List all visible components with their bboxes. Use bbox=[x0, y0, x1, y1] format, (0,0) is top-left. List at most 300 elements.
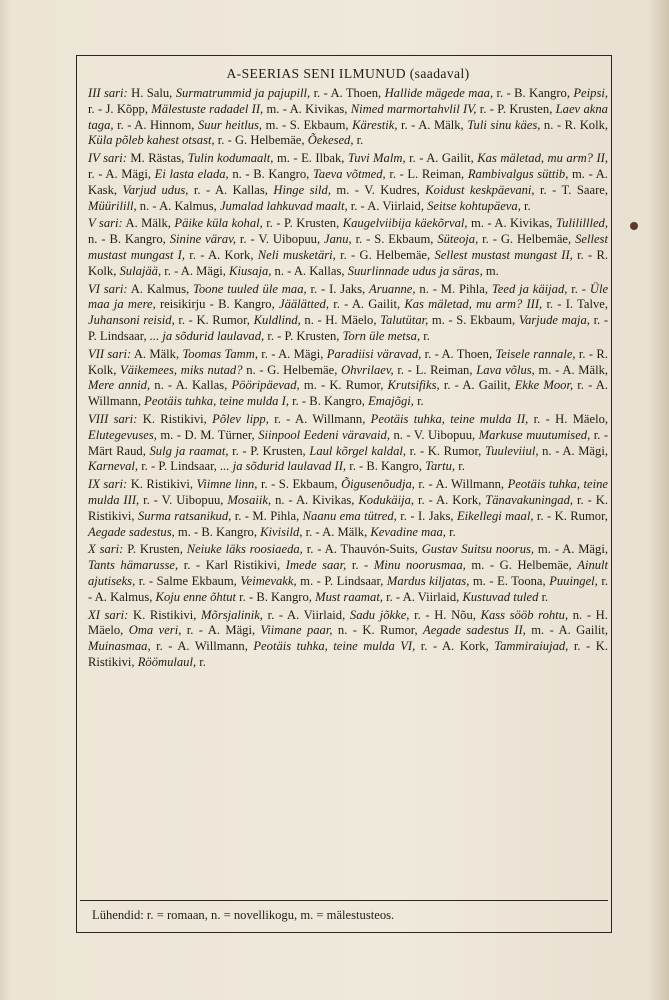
entry-type: r. - bbox=[349, 459, 364, 474]
abbreviations-legend: Lühendid: r. = romaan, n. = novellikogu, m. = mälestusteos. bbox=[92, 908, 395, 922]
entry-author: V. Uibopuu, bbox=[413, 427, 476, 442]
entry-type: r. - bbox=[424, 346, 439, 361]
entry-title: Väikemees, miks nutad? bbox=[120, 362, 243, 377]
entry-title: Minu noorusmaa, bbox=[373, 558, 466, 573]
entry-type: r. - bbox=[409, 151, 424, 166]
entry-author: A. Mägi, bbox=[562, 443, 608, 458]
entry-title: Müürilill, bbox=[88, 198, 137, 213]
entry-title: Koidust keskpäevani, bbox=[425, 182, 535, 197]
entry-type: r. - bbox=[88, 573, 608, 604]
entry-type: r. - bbox=[232, 443, 247, 458]
entry-title: Nimed marmortahvlil IV, bbox=[350, 101, 477, 116]
entry-type: n. - bbox=[304, 313, 322, 328]
entry-author: G. Helbemäe, bbox=[267, 362, 338, 377]
entry-author: V. Uibopuu, bbox=[258, 232, 321, 247]
entry-author: A. Kork, bbox=[441, 639, 489, 654]
entry-type: r. - bbox=[292, 394, 307, 409]
entry-author: G. Helbemäe, bbox=[359, 247, 431, 262]
entry-author: G. Helbemäe, bbox=[234, 133, 305, 148]
entry-type: r. - bbox=[143, 492, 158, 507]
entry-author: A. Mälk, bbox=[125, 216, 171, 231]
entry-title: Teed ja käijad, bbox=[491, 281, 568, 296]
entry-type: r. bbox=[199, 654, 206, 669]
entry-title: Tammiraiujad, bbox=[494, 639, 569, 654]
entry-type: r. - bbox=[389, 166, 404, 181]
entry-type: n. - bbox=[337, 623, 357, 638]
entry-title: Päike küla kohal, bbox=[174, 216, 263, 231]
entry-author: K. Ristikivi, bbox=[142, 411, 207, 426]
entry-type: r. - bbox=[386, 589, 401, 604]
series-label: VI sari: bbox=[88, 281, 128, 296]
entry-author: G. Helbemäe, bbox=[500, 232, 572, 247]
entry-type: n. - bbox=[572, 607, 592, 622]
entry-type: n. - bbox=[232, 166, 250, 181]
entry-title: Surma ratsanikud, bbox=[137, 508, 232, 523]
entry-title: Janu, bbox=[324, 232, 352, 247]
series-label: III sari: bbox=[88, 86, 128, 100]
entry-title: Eikellegi maal, bbox=[456, 508, 534, 523]
entry-author: E. Ilbak, bbox=[301, 151, 345, 166]
entry-type: r. - bbox=[186, 623, 204, 638]
entry-title: Mosaiik, bbox=[227, 492, 272, 507]
entry-title: Tuuleviiul, bbox=[484, 443, 539, 458]
entry-type: r. - bbox=[418, 477, 433, 492]
entry-title: Rambivalgus süttib, bbox=[467, 166, 569, 181]
entry-type: r. - bbox=[178, 313, 193, 328]
entry-type: r. - bbox=[482, 232, 497, 247]
entry-type: r. - bbox=[267, 328, 282, 343]
entry-title: Peipsi, bbox=[573, 86, 608, 100]
entry-type: r. - bbox=[578, 346, 594, 361]
entry-title: ... ja sõdurid laulavad, bbox=[149, 328, 265, 343]
entry-type: m. - bbox=[160, 427, 181, 442]
entry-type: r. - bbox=[234, 508, 249, 523]
entry-title: ... ja sõdurid laulavad II, bbox=[220, 459, 347, 474]
entry-author: A. Willmann, bbox=[177, 639, 248, 654]
entry-title: Markuse muutumised, bbox=[478, 427, 591, 442]
series-paragraph bbox=[88, 477, 608, 540]
entry-author: P. Krusten, bbox=[250, 443, 306, 458]
entry-type: n. - bbox=[419, 281, 437, 296]
entry-type: r. bbox=[449, 524, 456, 539]
series-label: IV sari: bbox=[88, 151, 127, 166]
entry-type: r. - bbox=[355, 232, 371, 247]
entry-author: A. Willmann, bbox=[435, 477, 505, 492]
entry-title: Suur heitlus, bbox=[198, 117, 263, 132]
entry-type: r. bbox=[524, 198, 531, 213]
entry-type: n. - bbox=[275, 492, 293, 507]
entry-author: K. Rumor, bbox=[362, 623, 418, 638]
entry-title: Karneval, bbox=[88, 459, 139, 474]
entry-title: Süteoja, bbox=[437, 232, 479, 247]
entry-author: K. Rumor, bbox=[196, 313, 250, 328]
entry-author: A. Gailit, bbox=[426, 151, 474, 166]
entry-title: Varjud udus, bbox=[122, 182, 189, 197]
entry-author: A. Kallas, bbox=[293, 263, 345, 278]
entry-author: S. Ekbaum, bbox=[374, 232, 434, 247]
entry-title: Muinasmaa, bbox=[88, 639, 151, 654]
series-label: V sari: bbox=[88, 216, 123, 231]
entry-author: A. Gailit, bbox=[351, 297, 401, 312]
entry-title: Seitse kohtupäeva, bbox=[427, 198, 521, 213]
entry-type: m. - bbox=[531, 623, 554, 638]
entry-type: r. - bbox=[401, 117, 416, 132]
entry-title: Suurlinnade udus ja säras, bbox=[347, 263, 483, 278]
entry-title: Peotäis tuhka, teine mulda I, bbox=[144, 394, 289, 409]
entry-title: Viimne linn, bbox=[196, 477, 258, 492]
entry-title: Neiuke läks roosiaeda, bbox=[186, 542, 303, 557]
entry-type: r. bbox=[417, 394, 424, 409]
entry-author: A. Kallas, bbox=[214, 182, 268, 197]
entry-title: Ohvrilaev, bbox=[341, 362, 394, 377]
entry-type: m. - bbox=[266, 101, 287, 116]
entry-title: Sulg ja raamat, bbox=[149, 443, 229, 458]
entry-title: Sinine värav, bbox=[169, 232, 237, 247]
entry-author: R. Kolk, bbox=[88, 346, 608, 377]
entry-title: Ekke Moor, bbox=[514, 378, 574, 393]
entry-type: m. - bbox=[471, 558, 495, 573]
entry-author: A. Kalmus, bbox=[94, 589, 153, 604]
series-paragraph bbox=[88, 608, 608, 671]
entry-author: Karl Ristikivi, bbox=[205, 558, 281, 573]
entry-author: R. Kolk, bbox=[564, 117, 609, 132]
entry-title: Surmatrummid ja pajupill, bbox=[175, 86, 311, 100]
entry-author: A. Viirlaid, bbox=[287, 607, 346, 622]
entry-title: Kiusaja, bbox=[229, 263, 272, 278]
entry-author: B. Kangro, bbox=[309, 394, 365, 409]
entry-author: A. Mägi, bbox=[105, 166, 152, 181]
entry-author: A. Hinnom, bbox=[134, 117, 195, 132]
entry-title: Kaugelviibija käekõrval, bbox=[342, 216, 468, 231]
entry-type: r. - bbox=[540, 182, 557, 197]
series-paragraph bbox=[88, 216, 608, 279]
entry-type: m. bbox=[485, 263, 499, 278]
entry-author: A. Mälk, bbox=[562, 362, 609, 377]
entry-type: r. bbox=[458, 459, 465, 474]
entry-author: B. Kangro, bbox=[201, 524, 257, 539]
entry-type: r. - bbox=[313, 86, 328, 100]
entry-author: K. Ristikivi, bbox=[88, 639, 608, 669]
entry-type: n. - bbox=[393, 427, 411, 442]
entry-author: S. Ekbaum, bbox=[278, 477, 338, 492]
entry-title: Teisele rannale, bbox=[495, 346, 576, 361]
entry-title: Küla põleb kahest otsast, bbox=[88, 133, 215, 148]
series-paragraph bbox=[88, 542, 608, 605]
series-container bbox=[88, 86, 608, 671]
entry-author: Märt Raud, bbox=[88, 443, 146, 458]
entry-type: m. - bbox=[538, 362, 560, 377]
entry-title: Kärestik, bbox=[352, 117, 398, 132]
entry-title: Peotäis tuhka, teine mulda VI, bbox=[253, 639, 416, 654]
entry-type: r. - bbox=[156, 639, 173, 654]
entry-title: Tuvi Malm, bbox=[347, 151, 406, 166]
entry-title: Kas mäletad, mu arm? II, bbox=[477, 151, 608, 166]
entry-type: r. - bbox=[261, 346, 276, 361]
entry-type: r. - bbox=[414, 607, 430, 622]
entry-author: H. Nõu, bbox=[434, 607, 476, 622]
entry-type: r. - bbox=[577, 247, 593, 262]
entry-author: I. Jaks, bbox=[417, 508, 454, 523]
entry-title: Kivisild, bbox=[260, 524, 303, 539]
entry-author: A. Willmann, bbox=[295, 411, 366, 426]
entry-author: K. Rumor, bbox=[329, 378, 384, 393]
entry-title: Põlev lipp, bbox=[212, 411, 269, 426]
entry-title: Taeva võtmed, bbox=[312, 166, 386, 181]
entry-type: n. - bbox=[542, 443, 560, 458]
entry-author: A. Viirlaid, bbox=[402, 589, 460, 604]
entry-title: Aruanne, bbox=[369, 281, 416, 296]
entry-title: Tänavakuningad, bbox=[485, 492, 574, 507]
entry-type: n. - bbox=[246, 362, 264, 377]
entry-title: Mardus kiljatas, bbox=[386, 573, 470, 588]
entry-type: r. - bbox=[266, 216, 281, 231]
entry-title: Tants hämarusse, bbox=[88, 558, 179, 573]
entry-author: A. Thoen, bbox=[441, 346, 493, 361]
entry-title: Kass sööb rohtu, bbox=[480, 607, 569, 622]
entry-type: r. - bbox=[305, 524, 320, 539]
entry-author: M. Rästas, bbox=[130, 151, 185, 166]
entry-type: r. - bbox=[350, 198, 365, 213]
entry-type: r. - bbox=[351, 558, 369, 573]
entry-title: Sadu jõkke, bbox=[349, 607, 410, 622]
entry-author: S. Ekbaum, bbox=[456, 313, 516, 328]
entry-title: Kas mäletad, mu arm? III, bbox=[404, 297, 543, 312]
entry-type: m. - bbox=[265, 117, 287, 132]
entry-title: Tartu, bbox=[425, 459, 456, 474]
entry-type: r. bbox=[423, 328, 430, 343]
entry-author: B. Kangro, bbox=[253, 166, 310, 181]
entry-type: r. - bbox=[164, 263, 179, 278]
entry-author: L. Reiman, bbox=[407, 166, 465, 181]
entry-type: m. - bbox=[177, 524, 199, 539]
entry-type: r. - bbox=[239, 232, 255, 247]
entry-title: Tulilillled, bbox=[555, 216, 608, 231]
entry-type: r. - bbox=[593, 313, 609, 328]
entry-type: r. - bbox=[267, 607, 284, 622]
entry-title: Sellest mustast mungast I, bbox=[88, 232, 608, 262]
entry-author: B. Kangro, bbox=[256, 589, 312, 604]
entry-author: R. Kolk, bbox=[88, 247, 608, 278]
entry-author: A. Mälk, bbox=[133, 346, 180, 361]
entry-author: P. Lindsaar, bbox=[158, 459, 217, 474]
series-paragraph bbox=[88, 412, 608, 475]
entry-title: Pööripäevad, bbox=[231, 378, 300, 393]
entry-title: Varjude maja, bbox=[518, 313, 590, 328]
entry-title: Mere annid, bbox=[88, 378, 151, 393]
page-title: A-SEERIAS SENI ILMUNUD (saadaval) bbox=[226, 66, 470, 81]
entry-author: K. Rumor, bbox=[427, 443, 482, 458]
entry-author: E. Toona, bbox=[497, 573, 546, 588]
entry-type: r. - bbox=[420, 639, 438, 654]
entry-title: Lava võlus, bbox=[476, 362, 535, 377]
entry-author: M. Pihla, bbox=[252, 508, 300, 523]
entry-title: Puuingel, bbox=[549, 573, 598, 588]
entry-title: Jäälätted, bbox=[278, 297, 329, 312]
entry-author: M. Pihla, bbox=[440, 281, 489, 296]
entry-type: r. - bbox=[340, 247, 356, 262]
entry-title: Peotäis tuhka, teine mulda III, bbox=[88, 477, 608, 507]
entry-title: Röömulaul, bbox=[137, 654, 197, 669]
entry-title: Tulin kodumaalt, bbox=[187, 151, 274, 166]
entry-title: Mälestuste radadel II, bbox=[151, 101, 264, 116]
entry-title: Oma veri, bbox=[128, 623, 182, 638]
entry-title: Kevadine maa, bbox=[370, 524, 446, 539]
entry-title: Toomas Tamm, bbox=[182, 346, 258, 361]
entry-author: B. Kangro, bbox=[514, 86, 570, 100]
entry-type: reisikirju - bbox=[159, 297, 214, 312]
entry-type: m. - bbox=[431, 313, 453, 328]
entry-type: r. - bbox=[577, 492, 592, 507]
entry-author: L. Reiman, bbox=[415, 362, 473, 377]
entry-type: m. - bbox=[537, 542, 559, 557]
entry-author: I. Jaks, bbox=[329, 281, 366, 296]
series-list bbox=[88, 60, 608, 673]
entry-type: r. - bbox=[306, 542, 322, 557]
entry-author: A. Thoen, bbox=[330, 86, 382, 100]
entry-title: Juhansoni reisid, bbox=[88, 313, 175, 328]
entry-type: r. - bbox=[573, 639, 591, 654]
entry-author: G. Helbemäe, bbox=[499, 558, 572, 573]
entry-title: Siinpool Eedeni väravaid, bbox=[258, 427, 390, 442]
entry-author: A. Mälk, bbox=[418, 117, 464, 132]
entry-type: r. - bbox=[141, 459, 156, 474]
entry-author: P. Lindsaar, bbox=[88, 328, 147, 343]
page-edge bbox=[651, 0, 669, 1000]
entry-title: Laul kõrgel kaldal, bbox=[309, 443, 407, 458]
entry-author: A. Gailit, bbox=[558, 623, 608, 638]
entry-title: Kodukäija, bbox=[358, 492, 415, 507]
entry-type: r. - bbox=[577, 378, 593, 393]
entry-type: n. - bbox=[543, 117, 562, 132]
entry-title: Laev akna taga, bbox=[88, 101, 608, 132]
entry-type: r. - bbox=[546, 297, 562, 312]
entry-type: r. - bbox=[400, 508, 415, 523]
entry-author: P. Krusten, bbox=[284, 216, 340, 231]
entry-title: Talutütar, bbox=[380, 313, 429, 328]
entry-title: Emajõgi, bbox=[368, 394, 414, 409]
series-label: VII sari: bbox=[88, 346, 132, 361]
entry-title: Jumalad lahkuvad maalt, bbox=[219, 198, 348, 213]
entry-type: r. - bbox=[533, 411, 550, 426]
ink-spot bbox=[630, 222, 638, 230]
entry-title: Krutsifiks, bbox=[387, 378, 440, 393]
series-label: X sari: bbox=[88, 542, 124, 557]
entry-author: H. Mäelo, bbox=[555, 411, 609, 426]
entry-author: K. Ristikivi, bbox=[132, 607, 197, 622]
entry-author: V. Uibopuu, bbox=[161, 492, 224, 507]
entry-title: Sellest mustast mungast II, bbox=[434, 247, 573, 262]
entry-author: A. Kalmus, bbox=[130, 281, 190, 296]
entry-title: Elutegevuses, bbox=[88, 427, 157, 442]
series-label: VIII sari: bbox=[88, 411, 138, 426]
entry-author: B. Kangro, bbox=[218, 297, 275, 312]
entry-type: r. - bbox=[88, 166, 103, 181]
entry-type: r. - bbox=[496, 86, 511, 100]
entry-author: A. Kalmus, bbox=[159, 198, 217, 213]
divider bbox=[80, 900, 608, 901]
entry-title: Sulajää, bbox=[119, 263, 162, 278]
series-paragraph bbox=[88, 347, 608, 410]
entry-author: A. Thauvón-Suits, bbox=[324, 542, 418, 557]
entry-author: A. Mägi, bbox=[562, 542, 608, 557]
entry-type: r. - bbox=[183, 558, 201, 573]
entry-author: P. Krusten, bbox=[284, 328, 340, 343]
entry-type: r. - bbox=[88, 101, 103, 116]
entry-type: r. - bbox=[193, 182, 211, 197]
entry-author: A. Mägi, bbox=[180, 263, 226, 278]
entry-author: I. Talve, bbox=[565, 297, 608, 312]
entry-type: r. - bbox=[593, 427, 609, 442]
entry-type: r. - bbox=[239, 589, 254, 604]
series-paragraph bbox=[88, 86, 608, 149]
entry-type: r. - bbox=[274, 411, 291, 426]
entry-author: P. Lindsaar, bbox=[324, 573, 384, 588]
entry-title: Naanu ema tütred, bbox=[302, 508, 397, 523]
entry-type: n. - bbox=[274, 263, 292, 278]
entry-author: A. Mälk, bbox=[322, 524, 368, 539]
entry-title: Viimane paar, bbox=[260, 623, 333, 638]
entry-type: r. - bbox=[443, 378, 459, 393]
entry-type: n. - bbox=[139, 198, 157, 213]
entry-author: P. Krusten, bbox=[127, 542, 183, 557]
series-label: XI sari: bbox=[88, 607, 129, 622]
entry-title: Ei lasta elada, bbox=[154, 166, 229, 181]
entry-type: m. - bbox=[472, 573, 494, 588]
entry-title: Neli musketäri, bbox=[257, 247, 336, 262]
entry-author: A. Gailit, bbox=[462, 378, 511, 393]
entry-author: K. Rumor, bbox=[554, 508, 608, 523]
entry-type: r. bbox=[356, 133, 364, 148]
entry-author: S. Ekbaum, bbox=[289, 117, 349, 132]
entry-type: r. bbox=[541, 589, 549, 604]
entry-type: m. - bbox=[572, 166, 593, 181]
entry-title: Kuldlind, bbox=[253, 313, 301, 328]
entry-author: Salme Ekbaum, bbox=[156, 573, 237, 588]
entry-author: D. M. Türner, bbox=[184, 427, 255, 442]
entry-type: r. - bbox=[260, 477, 276, 492]
series-paragraph bbox=[88, 151, 608, 214]
entry-author: A. Kivikas, bbox=[494, 216, 553, 231]
entry-title: Õekesed, bbox=[307, 133, 354, 148]
entry-title: Torn üle metsa, bbox=[342, 328, 421, 343]
entry-title: Üle maa ja mere, bbox=[88, 281, 609, 312]
entry-author: A. Kask, bbox=[88, 166, 608, 197]
entry-type: r. - bbox=[397, 362, 412, 377]
entry-author: T. Saare, bbox=[561, 182, 609, 197]
entry-type: r. - bbox=[409, 443, 425, 458]
entry-author: K. Ristikivi, bbox=[88, 492, 608, 523]
entry-title: Gustav Suitsu noorus, bbox=[421, 542, 535, 557]
entry-title: Mõrsjalinik, bbox=[201, 607, 263, 622]
entry-title: Aegade sadestus, bbox=[88, 524, 175, 539]
entry-type: r. - bbox=[571, 281, 586, 296]
entry-type: n. - bbox=[88, 232, 106, 247]
entry-title: Kustuvad tuled bbox=[462, 589, 539, 604]
entry-author: A. Willmann, bbox=[88, 378, 608, 409]
entry-title: Must raamat, bbox=[315, 589, 383, 604]
entry-type: r. - bbox=[417, 492, 433, 507]
entry-type: m. - bbox=[336, 182, 359, 197]
entry-author: H. Mäelo, bbox=[88, 607, 608, 638]
entry-type: r. - bbox=[138, 573, 154, 588]
entry-title: Imede saar, bbox=[285, 558, 347, 573]
entry-type: r. - bbox=[310, 281, 326, 296]
series-paragraph bbox=[88, 282, 608, 345]
entry-title: Õigusenõudja, bbox=[341, 477, 415, 492]
entry-title: Tuli sinu käes, bbox=[467, 117, 541, 132]
entry-author: J. Kõpp, bbox=[105, 101, 148, 116]
entry-author: A. Viirlaid, bbox=[367, 198, 424, 213]
